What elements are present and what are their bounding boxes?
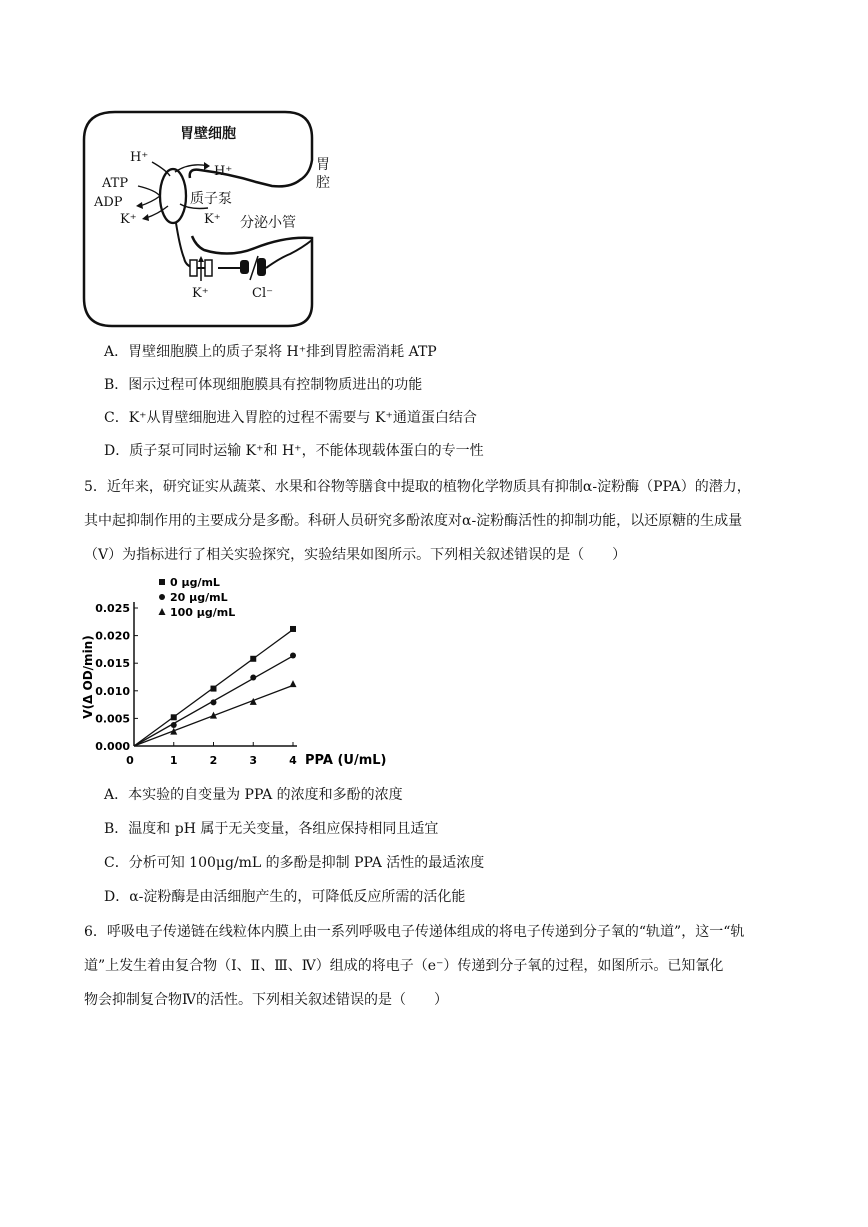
k-ion-in: K⁺ xyxy=(204,212,221,227)
lumen-label-top: 胃 xyxy=(316,157,330,173)
lumen-label-bottom: 腔 xyxy=(316,175,330,191)
q6-stem-line-3: 物会抑制复合物Ⅳ的活性。下列相关叙述错误的是（ ） xyxy=(84,992,448,1008)
secretory-tubule-label: 分泌小管 xyxy=(240,215,296,231)
x-axis-label: PPA (U/mL) xyxy=(305,753,387,768)
chart-svg xyxy=(78,572,398,772)
data-point-circle xyxy=(250,675,256,681)
data-point-square xyxy=(290,626,296,632)
y-tick-label: 0.000 xyxy=(95,740,130,753)
legend-marker-triangle xyxy=(159,608,166,615)
x-tick-label: 0 xyxy=(126,754,134,767)
data-point-circle xyxy=(211,699,217,705)
q5-option-a: A．本实验的自变量为 PPA 的浓度和多酚的浓度 xyxy=(104,787,403,803)
data-point-square xyxy=(211,686,217,692)
q5-stem-line-2: 其中起抑制作用的主要成分是多酚。科研人员研究多酚浓度对α-淀粉酶活性的抑制功能，以还原糖的生成量 xyxy=(84,513,743,529)
y-axis-label: V(Δ OD/min) xyxy=(81,635,95,719)
legend-label: 0 μg/mL xyxy=(170,576,220,589)
y-tick-label: 0.015 xyxy=(95,657,130,671)
q4-option-b: B．图示过程可体现细胞膜具有控制物质进出的功能 xyxy=(104,377,423,393)
q5-option-c: C．分析可知 100μg/mL 的多酚是抑制 PPA 活性的最适浓度 xyxy=(104,855,485,871)
h-ion-inside: H⁺ xyxy=(130,150,149,165)
legend-label: 20 μg/mL xyxy=(170,591,228,604)
data-point-square xyxy=(171,714,177,720)
enzyme-activity-chart xyxy=(78,572,398,772)
q4-option-a: A．胃壁细胞膜上的质子泵将 H⁺排到胃腔需消耗 ATP xyxy=(104,344,437,360)
data-point-circle xyxy=(171,722,177,728)
q4-option-c: C．K⁺从胃壁细胞进入胃腔的过程不需要与 K⁺通道蛋白结合 xyxy=(104,410,477,426)
parietal-cell-diagram xyxy=(80,108,340,330)
y-tick-label: 0.010 xyxy=(95,684,130,698)
data-point-triangle xyxy=(290,680,297,687)
cell-label: 胃壁细胞 xyxy=(180,126,236,142)
data-point-square xyxy=(250,656,256,662)
k-ion-out: K⁺ xyxy=(120,212,137,227)
data-point-circle xyxy=(290,652,296,658)
q6-stem-line-2: 道”上发生着由复合物（Ⅰ、Ⅱ、Ⅲ、Ⅳ）组成的将电子（e⁻）传递到分子氧的过程，如图所示。已知氰化 xyxy=(84,958,724,974)
atp-label: ATP xyxy=(102,176,129,191)
q5-option-b: B．温度和 pH 属于无关变量，各组应保持相同且适宜 xyxy=(104,821,439,837)
q5-stem-line-1: 5．近年来，研究证实从蔬菜、水果和谷物等膳食中提取的植物化学物质具有抑制α-淀粉酶（PPA）的潜力， xyxy=(84,479,751,495)
adp-label: ADP xyxy=(94,195,123,210)
y-tick-label: 0.020 xyxy=(95,629,130,643)
x-tick-label: 2 xyxy=(209,754,218,767)
x-tick-label: 1 xyxy=(169,754,178,767)
y-tick-label: 0.005 xyxy=(95,712,130,726)
k-channel-label: K⁺ xyxy=(192,286,209,301)
q5-option-d: D．α-淀粉酶是由活细胞产生的，可降低反应所需的活化能 xyxy=(104,889,466,905)
y-tick-label: 0.025 xyxy=(95,602,130,615)
q4-option-d: D．质子泵可同时运输 K⁺和 H⁺，不能体现载体蛋白的专一性 xyxy=(104,443,484,459)
cl-channel-label: Cl⁻ xyxy=(252,286,273,301)
legend-label: 100 μg/mL xyxy=(170,606,236,619)
q6-stem-line-1: 6．呼吸电子传递链在线粒体内膜上由一系列呼吸电子传递体组成的将电子传递到分子氧的“轨道”，这一“轨 xyxy=(84,924,745,940)
h-ion-outside: H⁺ xyxy=(214,164,233,179)
legend-marker-square xyxy=(159,579,165,585)
q5-stem-line-3: （V）为指标进行了相关实验探究，实验结果如图所示。下列相关叙述错误的是（ ） xyxy=(84,547,627,563)
x-tick-label: 4 xyxy=(289,754,297,767)
proton-pump-label: 质子泵 xyxy=(190,191,232,207)
legend-marker-circle xyxy=(159,594,165,600)
x-tick-label: 3 xyxy=(249,754,258,767)
